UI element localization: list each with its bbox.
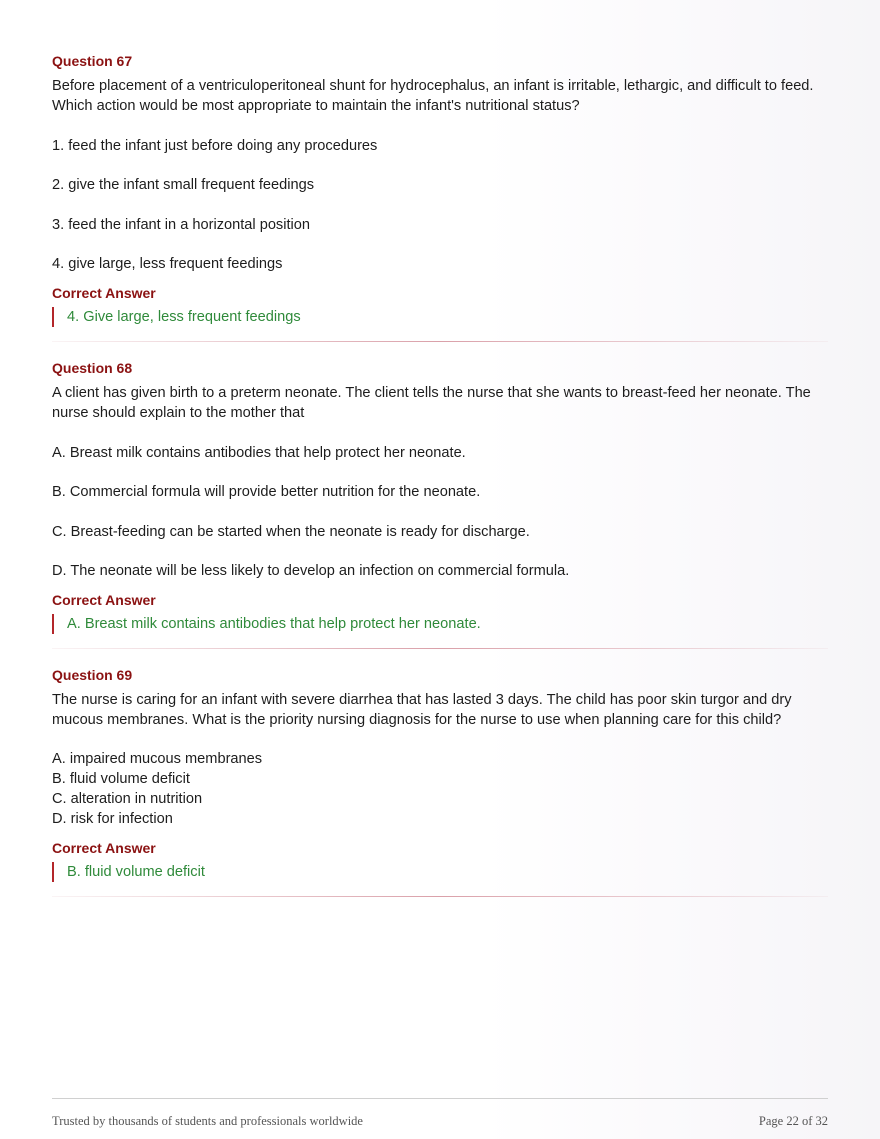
option-2: 2. give the infant small frequent feedings <box>52 177 315 193</box>
option-b: B. fluid volume deficit <box>52 771 190 787</box>
answer-options <box>52 136 828 275</box>
correct-answer: A. Breast milk contains antibodies that help protect her neonate. <box>52 614 828 634</box>
question-number: Question 69 <box>52 667 133 683</box>
option-a: A. impaired mucous membranes <box>52 751 263 767</box>
page-number: Page 22 of 32 <box>758 1114 828 1128</box>
option-a: A. Breast milk contains antibodies that help protect her neonate. <box>52 444 466 461</box>
question-68 <box>52 358 828 649</box>
question-divider <box>52 896 828 897</box>
option-4: 4. give large, less frequent feedings <box>52 256 283 272</box>
question-67 <box>52 51 828 342</box>
question-number: Question 67 <box>52 53 133 69</box>
option-1: 1. feed the infant just before doing any procedures <box>52 137 378 154</box>
correct-answer-label: Correct Answer <box>52 592 156 608</box>
answer-options <box>52 443 828 582</box>
option-3: 3. feed the infant in a horizontal position <box>52 216 310 233</box>
option-c: C. alteration in nutrition <box>52 791 203 807</box>
correct-answer-label: Correct Answer <box>52 285 156 301</box>
option-b: B. Commercial formula will provide better nutrition for the neonate. <box>52 484 481 500</box>
question-divider <box>52 648 828 649</box>
answer-options <box>52 749 828 829</box>
question-list <box>52 51 828 897</box>
question-number: Question 68 <box>52 360 133 376</box>
question-divider <box>52 341 828 342</box>
option-c: C. Breast-feeding can be started when the neonate is ready for discharge. <box>52 523 530 540</box>
option-d: D. risk for infection <box>52 811 173 827</box>
footer-divider <box>52 1098 828 1099</box>
question-text: A client has given birth to a preterm neonate. The client tells the nurse that she wants to breast-feed her neonate. The nurse should explain to the mother that <box>52 385 811 421</box>
option-d: D. The neonate will be less likely to develop an infection on commercial formula. <box>52 563 570 579</box>
question-69 <box>52 665 828 897</box>
correct-answer: B. fluid volume deficit <box>52 862 828 882</box>
question-text: Before placement of a ventriculoperitoneal shunt for hydrocephalus, an infant is irritable, lethargic, and difficult to feed. Which action would be most appropriate to maintain the infant's nutritional status? <box>52 78 814 114</box>
correct-answer-label: Correct Answer <box>52 840 156 856</box>
question-text: The nurse is caring for an infant with severe diarrhea that has lasted 3 days. The child has poor skin turgor and dry mucous membranes. What is the priority nursing diagnosis for the nurse to use when planning care for this child? <box>52 692 792 728</box>
correct-answer: 4. Give large, less frequent feedings <box>52 307 828 327</box>
footer-tagline: Trusted by thousands of students and professionals worldwide <box>52 1114 363 1128</box>
